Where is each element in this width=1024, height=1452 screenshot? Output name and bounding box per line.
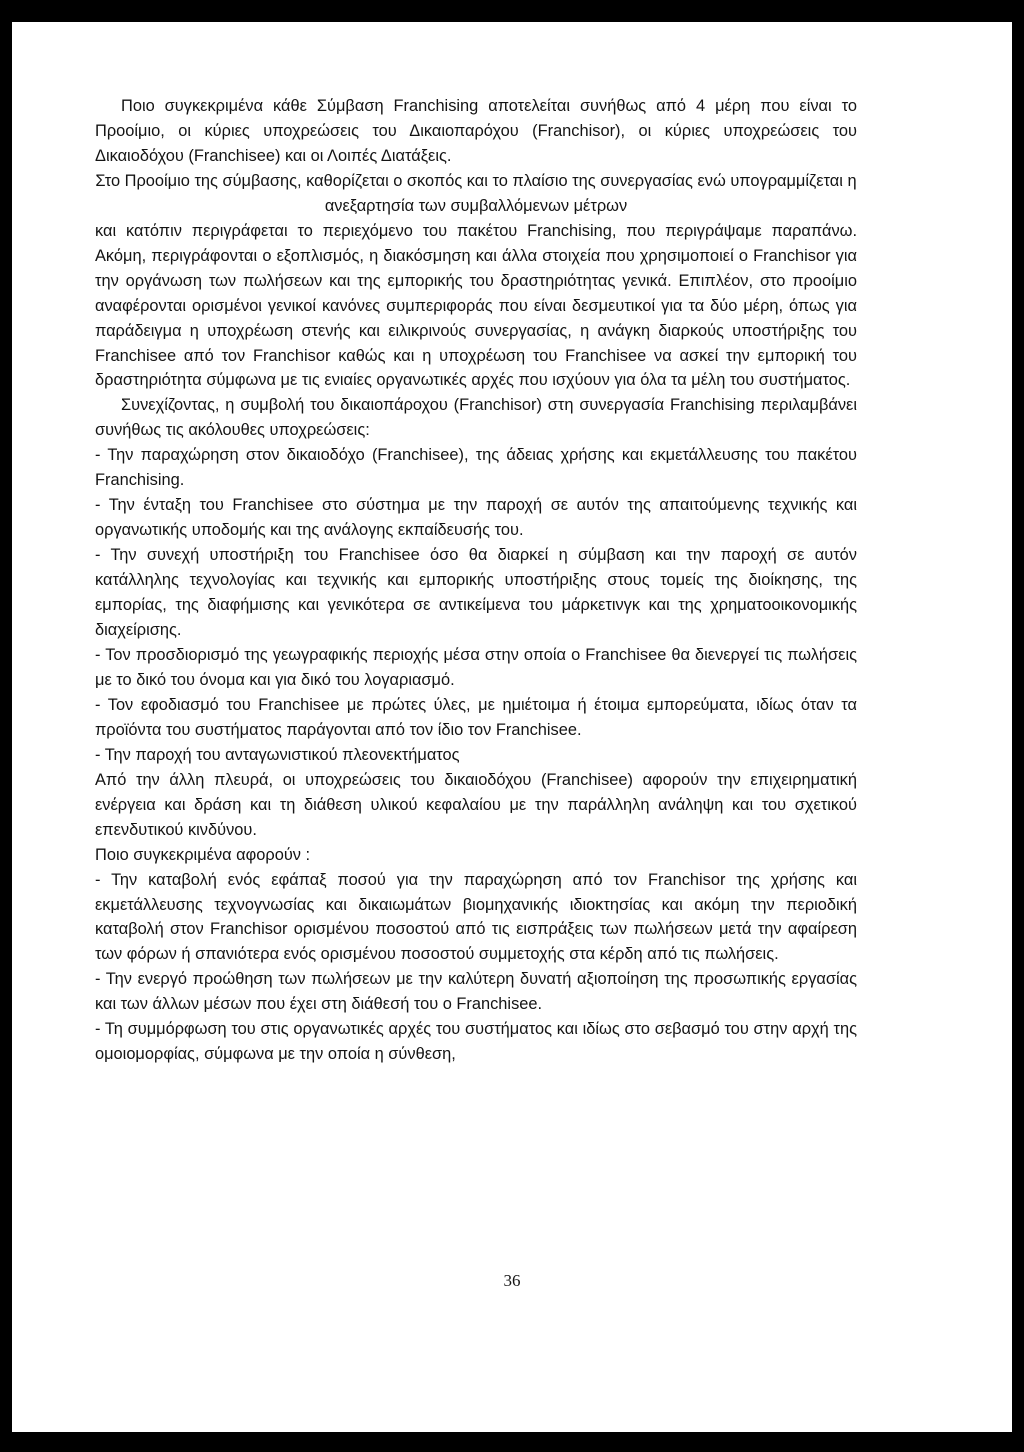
paragraph-franchisor-obligations: Συνεχίζοντας, η συμβολή του δικαιοπάροχου (Franchisor) στη συνεργασία Franchising περιλαμβάνει συνήθως τις ακόλουθες υποχρεώσεις: [95,396,857,440]
paragraph-preamble-continued: και κατόπιν περιγράφεται το περιεχόμενο του πακέτου Franchising, που περιγράψαμε παραπάνω. Ακόμη, περιγράφονται ο εξοπλισμός, η διακόσμηση και άλλα στοιχεία που χρησιμοποιεί ο Franchisor για την οργάνωση των πωλήσεων και της εμπορικής του δραστηριότητας γενικά. Επιπλέον, στο προοίμιο αναφέρονται ορισμένοι γενικοί κανόνες συμπεριφοράς που είναι δεσμευτικοί για τα δύο μέρη, όπως για παράδειγμα η υποχρέωση στενής και ειλικρινούς συνεργασίας, η ανάγκη διαρκούς υποστήριξης του Franchisee από τον Franchisor καθώς και η υποχρέωση του Franchisee να ασκεί την εμπορική του δραστηριότητα σύμφωνα με τις ενιαίες οργανωτικές αρχές που ισχύουν για όλα τα μέλη του συστήματος. [95,221,857,390]
list-item-compliance: - Τη συμμόρφωση του στις οργανωτικές αρχές του συστήματος και ιδίως στο σεβασμό του στην αρχή της ομοιομορφίας, σύμφωνα με την οποία η σύνθεση, [95,1020,857,1064]
list-item-supply: - Τον εφοδιασμό του Franchisee με πρώτες ύλες, με ημιέτοιμα ή έτοιμα εμπορεύματα, ιδίως όταν τα προϊόντα του συστήματος παράγονται από τον ίδιο τον Franchisee. [95,695,857,739]
list-item-territory: - Τον προσδιορισμό της γεωγραφικής περιοχής μέσα στην οποία ο Franchisee θα διενεργεί τις πωλήσεις με το δικό του όνομα και για δικό του λογαριασμό. [95,645,857,689]
list-item-advantage: - Την παροχή του ανταγωνιστικού πλεονεκτήματος [95,745,460,764]
paragraph-specifically: Ποιο συγκεκριμένα αφορούν : [95,845,311,864]
paragraph-intro: Ποιο συγκεκριμένα κάθε Σύμβαση Franchising αποτελείται συνήθως από 4 μέρη που είναι το Προοίμιο, οι κύριες υποχρεώσεις του Δικαιοπαρόχου (Franchisor), οι κύριες υποχρεώσεις του Δικαιοδόχου (Franchisee) και οι Λοιπές Διατάξεις. [95,97,857,165]
list-item-license: - Την παραχώρηση στον δικαιοδόχο (Franchisee), της άδειας χρήσης και εκμετάλλευσης του πακέτου Franchising. [95,446,857,490]
page-number: 36 [503,1271,521,1290]
list-item-support: - Την συνεχή υποστήριξη του Franchisee όσο θα διαρκεί η σύμβαση και την παροχή σε αυτόν κατάλληλης τεχνολογίας και τεχνικής και εμπορικής υποστήριξης στους τομείς της διοίκησης, της εμπορίας, της διαφήμισης και γενικότερα σε αντικείμενα του μάρκετινγκ και της χρηματοοικονομικής διαχείρισης. [95,546,857,640]
list-item-payment: - Την καταβολή ενός εφάπαξ ποσού για την παραχώρηση από τον Franchisor της χρήσης και εκμετάλλευσης τεχνογνωσίας και δικαιωμάτων βιομηχανικής ιδιοκτησίας και ακόμη την περιοδική καταβολή στον Franchisor ορισμένου ποσοστού από τις εισπράξεις των πωλήσεων μετά την αφαίρεση των φόρων ή σπανιότερα ενός ορισμένου ποσοστού συμμετοχής στα κέρδη από τις πωλήσεις. [95,870,857,964]
paragraph-franchisee-obligations: Από την άλλη πλευρά, οι υποχρεώσεις του δικαιοδόχου (Franchisee) αφορούν την επιχειρηματική ενέργεια και δράση και τη διάθεση υλικού κεφαλαίου με την παράλληλη ανάληψη και του σχετικού επενδυτικού κινδύνου. [95,770,857,839]
document-page [12,22,1012,1432]
body-text [95,94,857,1067]
list-item-promotion: - Την ενεργό προώθηση των πωλήσεων με την καλύτερη δυνατή αξιοποίηση της προσωπικής εργασίας και των άλλων μέσων που έχει στη διάθεσή του ο Franchisee. [95,970,857,1014]
paragraph-preamble: Στο Προοίμιο της σύμβασης, καθορίζεται ο σκοπός και το πλαίσιο της συνεργασίας ενώ υπογραμμίζεται η ανεξαρτησία των συμβαλλόμενων μέτρων [95,171,857,215]
list-item-integration: - Την ένταξη του Franchisee στο σύστημα με την παροχή σε αυτόν της απαιτούμενης τεχνικής και οργανωτικής υποδομής και της ανάλογης εκπαίδευσής του. [95,496,857,540]
